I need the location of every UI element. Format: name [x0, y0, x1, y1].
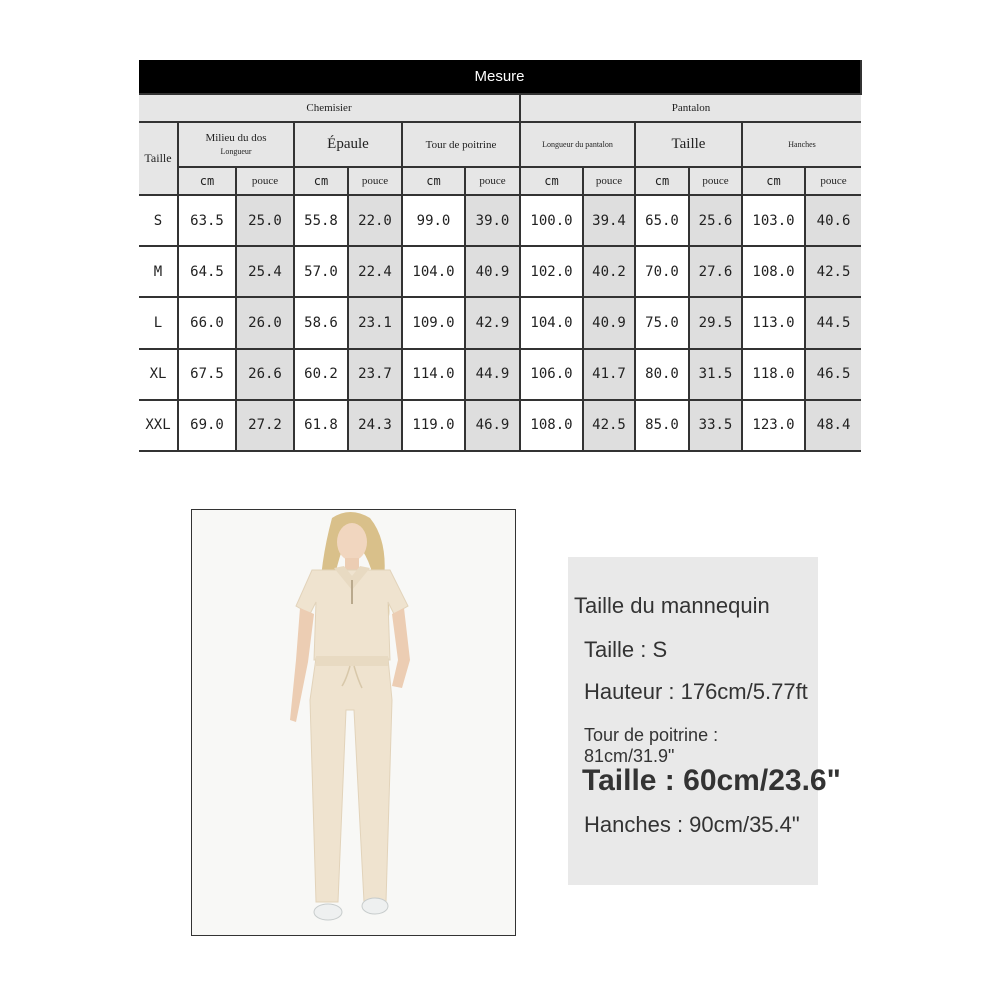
cm-value-cell: 103.0 [742, 195, 805, 246]
inch-value-cell: 46.9 [465, 400, 520, 451]
cm-value-cell: 58.6 [294, 297, 348, 348]
cm-value-cell: 65.0 [635, 195, 689, 246]
size-label-cell: S [139, 195, 178, 246]
cm-value-cell: 70.0 [635, 246, 689, 297]
table-row [139, 400, 861, 451]
unit-header-inch: pouce [348, 167, 402, 195]
inch-value-cell: 44.9 [465, 349, 520, 400]
size-label-cell: L [139, 297, 178, 348]
cm-value-cell: 113.0 [742, 297, 805, 348]
cm-value-cell: 104.0 [402, 246, 465, 297]
group-header-bottom: Pantalon [520, 94, 861, 122]
cm-value-cell: 104.0 [520, 297, 583, 348]
cm-value-cell: 123.0 [742, 400, 805, 451]
unit-header-cm: cm [294, 167, 348, 195]
header-waist: Taille [635, 122, 742, 167]
inch-value-cell: 22.0 [348, 195, 402, 246]
inch-value-cell: 39.0 [465, 195, 520, 246]
model-info-title: Taille du mannequin [574, 593, 770, 618]
unit-header-cm: cm [178, 167, 236, 195]
size-label-cell: M [139, 246, 178, 297]
inch-value-cell: 33.5 [689, 400, 742, 451]
inch-value-cell: 40.9 [583, 297, 635, 348]
model-size: Taille : S [584, 637, 668, 662]
unit-header-cm: cm [520, 167, 583, 195]
cm-value-cell: 55.8 [294, 195, 348, 246]
table-row [139, 349, 861, 400]
inch-value-cell: 24.3 [348, 400, 402, 451]
unit-header-inch: pouce [805, 167, 861, 195]
inch-value-cell: 44.5 [805, 297, 861, 348]
inch-value-cell: 46.5 [805, 349, 861, 400]
header-back-length [178, 122, 294, 167]
inch-value-cell: 40.2 [583, 246, 635, 297]
unit-header-inch: pouce [236, 167, 294, 195]
unit-header-inch: pouce [689, 167, 742, 195]
cm-value-cell: 108.0 [742, 246, 805, 297]
group-header-top: Chemisier [139, 94, 520, 122]
inch-value-cell: 25.4 [236, 246, 294, 297]
unit-header-inch: pouce [465, 167, 520, 195]
inch-value-cell: 26.6 [236, 349, 294, 400]
header-hips: Hanches [742, 122, 861, 167]
header-bust: Tour de poitrine [402, 122, 520, 167]
model-bust-label: Tour de poitrine : [584, 725, 719, 745]
cm-value-cell: 102.0 [520, 246, 583, 297]
unit-header-cm: cm [742, 167, 805, 195]
cm-value-cell: 85.0 [635, 400, 689, 451]
table-row [139, 297, 861, 348]
cm-value-cell: 75.0 [635, 297, 689, 348]
inch-value-cell: 27.2 [236, 400, 294, 451]
size-chart-table [139, 60, 862, 452]
header-back-length-line1: Milieu du dos [205, 132, 267, 144]
inch-value-cell: 31.5 [689, 349, 742, 400]
table-row [139, 246, 861, 297]
cm-value-cell: 114.0 [402, 349, 465, 400]
unit-header-cm: cm [635, 167, 689, 195]
inch-value-cell: 40.6 [805, 195, 861, 246]
size-label-cell: XXL [139, 400, 178, 451]
header-pant-length: Longueur du pantalon [520, 122, 635, 167]
cm-value-cell: 109.0 [402, 297, 465, 348]
cm-value-cell: 67.5 [178, 349, 236, 400]
inch-value-cell: 40.9 [465, 246, 520, 297]
inch-value-cell: 26.0 [236, 297, 294, 348]
inch-value-cell: 23.7 [348, 349, 402, 400]
size-label-cell: XL [139, 349, 178, 400]
cm-value-cell: 100.0 [520, 195, 583, 246]
cm-value-cell: 61.8 [294, 400, 348, 451]
cm-value-cell: 118.0 [742, 349, 805, 400]
inch-value-cell: 42.5 [583, 400, 635, 451]
inch-value-cell: 42.9 [465, 297, 520, 348]
cm-value-cell: 64.5 [178, 246, 236, 297]
size-column-header: Taille [139, 122, 178, 195]
unit-header-inch: pouce [583, 167, 635, 195]
header-shoulder: Épaule [294, 122, 402, 167]
cm-value-cell: 108.0 [520, 400, 583, 451]
table-row [139, 195, 861, 246]
header-back-length-line2: Longueur [220, 147, 252, 156]
inch-value-cell: 22.4 [348, 246, 402, 297]
model-figure-illustration [192, 510, 514, 934]
model-hips: Hanches : 90cm/35.4" [584, 812, 800, 837]
inch-value-cell: 27.6 [689, 246, 742, 297]
unit-header-cm: cm [402, 167, 465, 195]
cm-value-cell: 69.0 [178, 400, 236, 451]
inch-value-cell: 48.4 [805, 400, 861, 451]
cm-value-cell: 119.0 [402, 400, 465, 451]
cm-value-cell: 60.2 [294, 349, 348, 400]
inch-value-cell: 25.6 [689, 195, 742, 246]
model-height: Hauteur : 176cm/5.77ft [584, 679, 808, 704]
cm-value-cell: 99.0 [402, 195, 465, 246]
model-measurements-panel [568, 557, 841, 885]
cm-value-cell: 63.5 [178, 195, 236, 246]
model-bust-value: 81cm/31.9" [584, 746, 675, 766]
inch-value-cell: 39.4 [583, 195, 635, 246]
cm-value-cell: 106.0 [520, 349, 583, 400]
cm-value-cell: 80.0 [635, 349, 689, 400]
inch-value-cell: 29.5 [689, 297, 742, 348]
model-photo [191, 509, 516, 936]
cm-value-cell: 66.0 [178, 297, 236, 348]
inch-value-cell: 42.5 [805, 246, 861, 297]
inch-value-cell: 41.7 [583, 349, 635, 400]
model-waist: Taille : 60cm/23.6" [582, 764, 841, 797]
cm-value-cell: 57.0 [294, 246, 348, 297]
inch-value-cell: 23.1 [348, 297, 402, 348]
inch-value-cell: 25.0 [236, 195, 294, 246]
table-title: Mesure [139, 60, 861, 94]
